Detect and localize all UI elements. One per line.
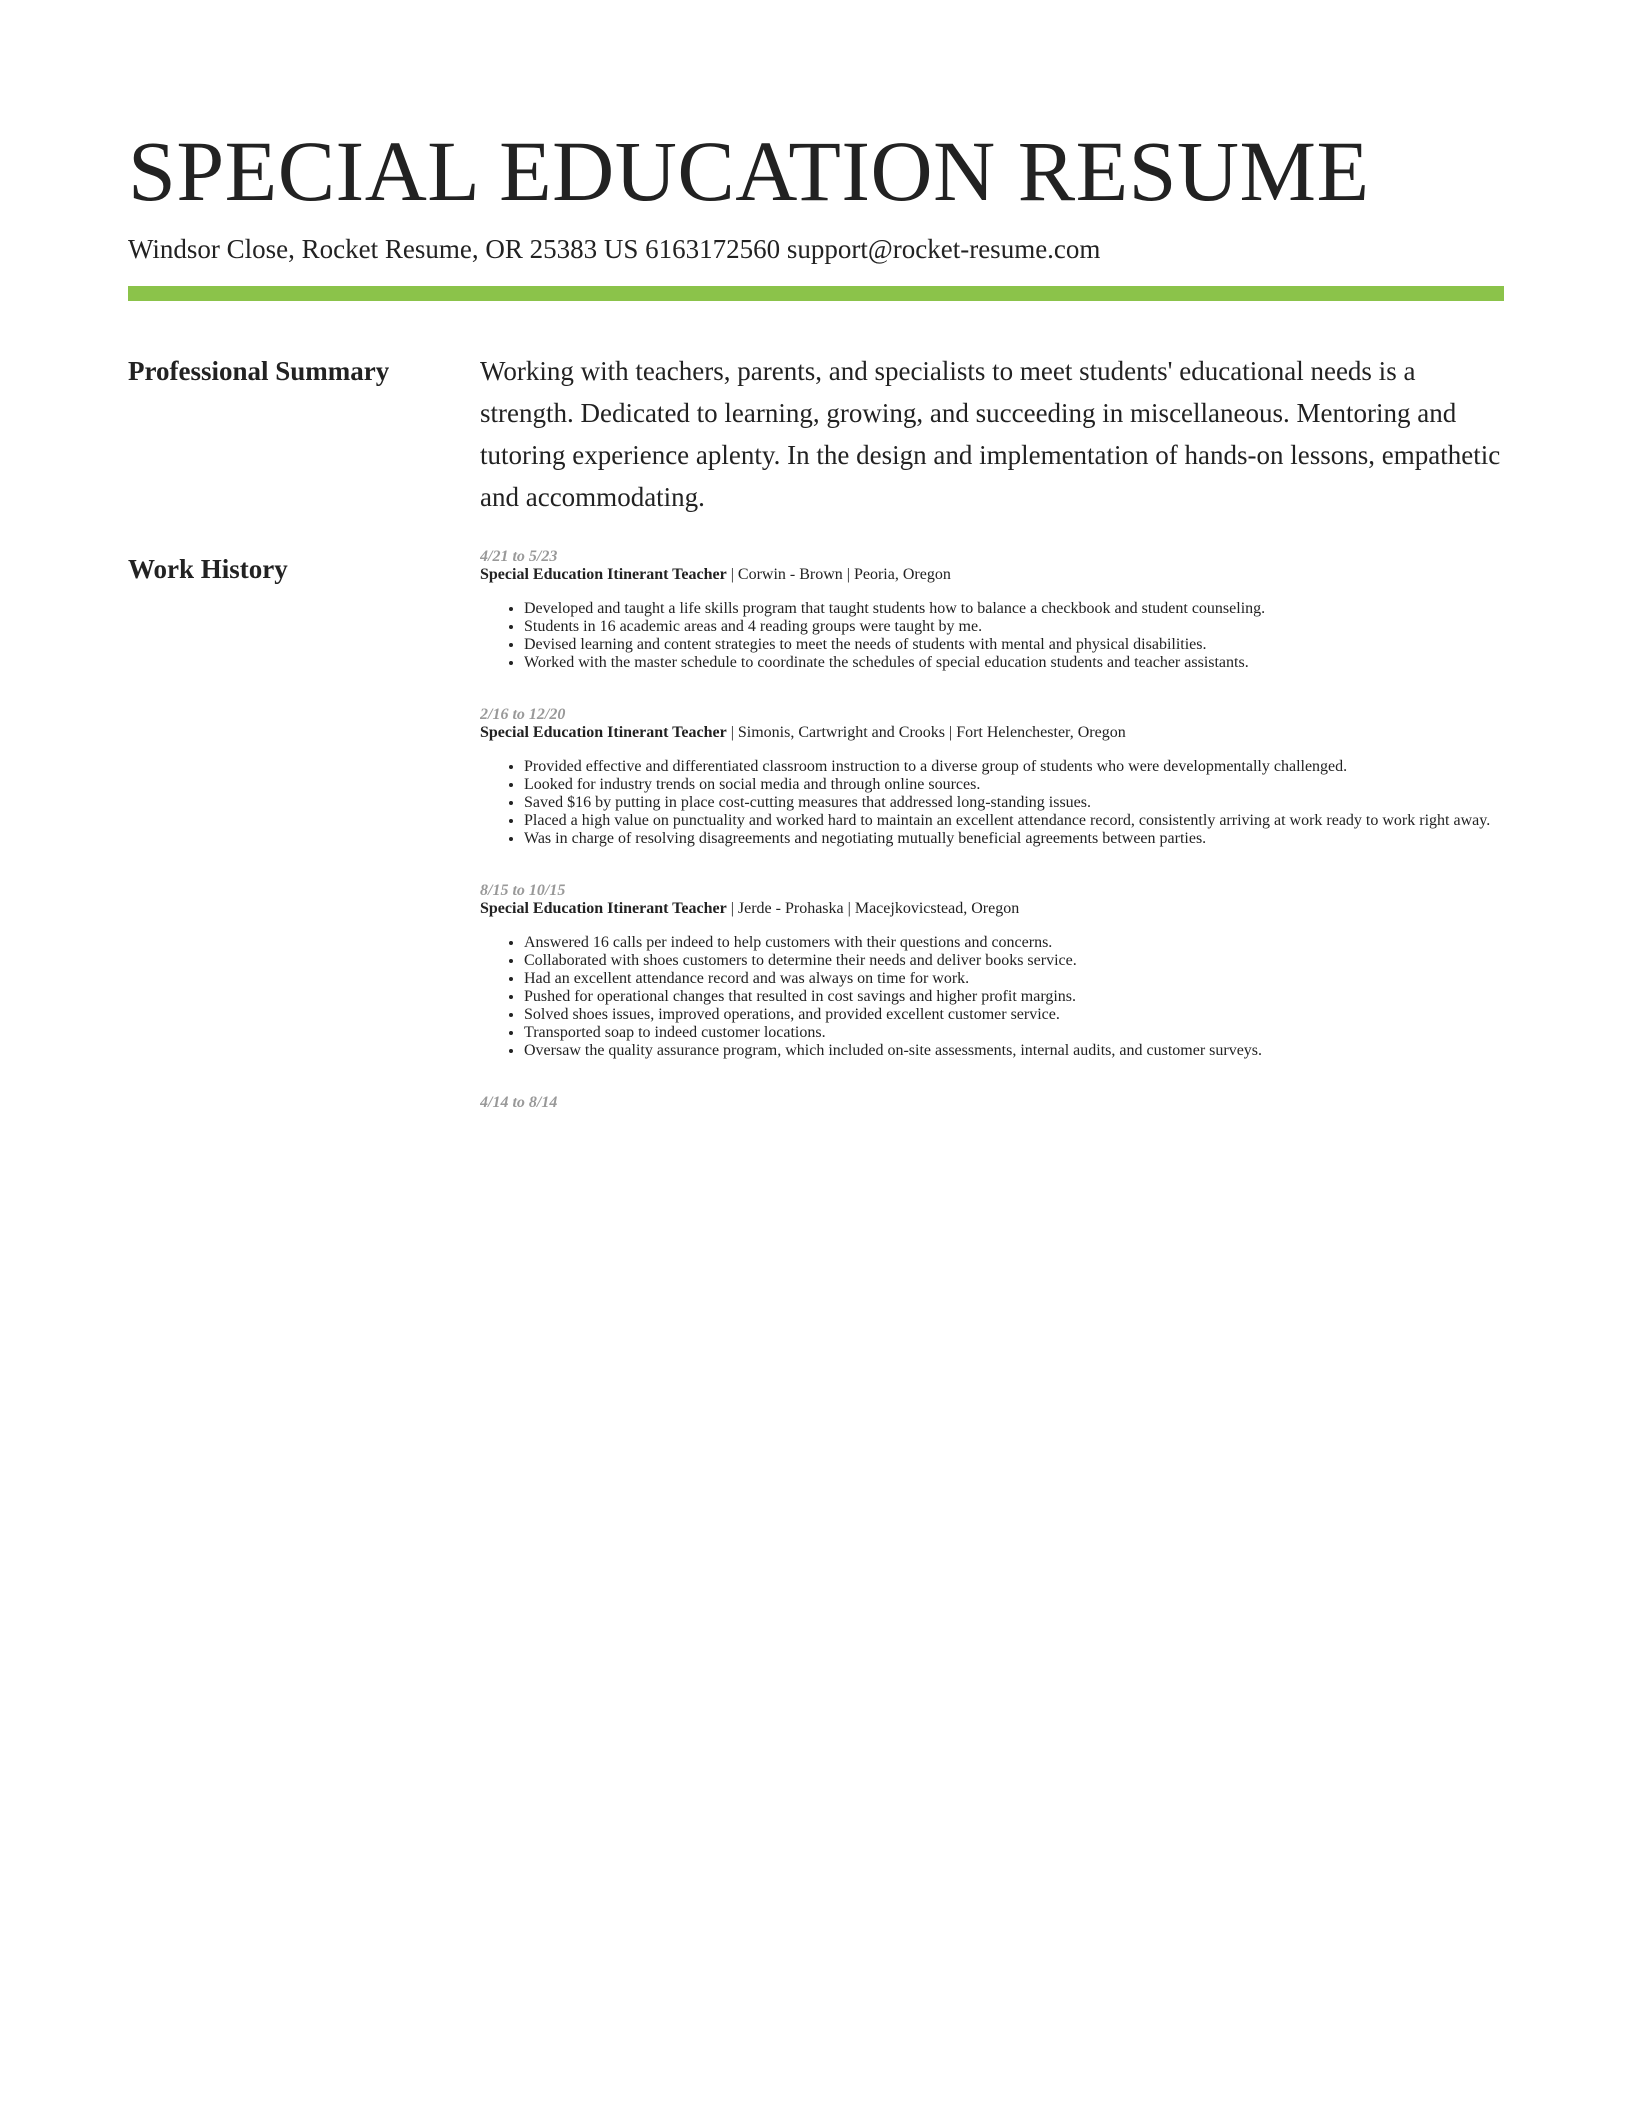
contact-line: Windsor Close, Rocket Resume, OR 25383 US 6163172560 support@rocket-resume.com xyxy=(128,234,1101,264)
section-label-work-history: Work History xyxy=(128,554,288,584)
job-bullet: • Students in 16 academic areas and 4 reading groups were taught by me. xyxy=(524,618,1505,636)
job-heading xyxy=(480,566,1505,584)
job-bullet: • Saved $16 by putting in place cost-cutting measures that addressed long-standing issues. xyxy=(524,794,1505,812)
job-entry xyxy=(480,1094,1505,1112)
job-bullet: • Pushed for operational changes that resulted in cost savings and higher profit margins. xyxy=(524,988,1505,1006)
job-bullet: • Placed a high value on punctuality and worked hard to maintain an excellent attendance record, consistently arriving at work ready to work right away. xyxy=(524,812,1505,830)
job-dates: 2/16 to 12/20 xyxy=(480,706,566,723)
job-heading xyxy=(480,724,1505,742)
job-employer-location: | Simonis, Cartwright and Crooks | Fort Helenchester, Oregon xyxy=(726,724,1126,741)
job-dates: 4/14 to 8/14 xyxy=(480,1094,558,1111)
job-bullets xyxy=(480,600,1505,672)
job-entry xyxy=(480,548,1505,672)
job-entry xyxy=(480,706,1505,848)
job-bullet: • Collaborated with shoes customers to determine their needs and deliver books service. xyxy=(524,952,1505,970)
accent-divider xyxy=(128,286,1504,301)
job-bullet: • Devised learning and content strategies to meet the needs of students with mental and physical disabilities. xyxy=(524,636,1505,654)
job-bullet: • Transported soap to indeed customer locations. xyxy=(524,1024,1505,1042)
work-history-list xyxy=(480,548,1505,1112)
job-bullet: • Was in charge of resolving disagreements and negotiating mutually beneficial agreements between parties. xyxy=(524,830,1505,848)
section-label-summary: Professional Summary xyxy=(128,356,390,386)
job-bullet: • Developed and taught a life skills program that taught students how to balance a checkbook and student counseling. xyxy=(524,600,1505,618)
job-bullet: • Solved shoes issues, improved operations, and provided excellent customer service. xyxy=(524,1006,1505,1024)
job-bullet: • Answered 16 calls per indeed to help customers with their questions and concerns. xyxy=(524,934,1505,952)
job-bullet: • Had an excellent attendance record and was always on time for work. xyxy=(524,970,1505,988)
job-bullet: • Oversaw the quality assurance program, which included on-site assessments, internal audits, and customer surveys. xyxy=(524,1042,1505,1060)
job-bullet: • Looked for industry trends on social media and through online sources. xyxy=(524,776,1505,794)
job-bullet: • Provided effective and differentiated classroom instruction to a diverse group of students who were developmentally challenged. xyxy=(524,758,1505,776)
job-dates: 8/15 to 10/15 xyxy=(480,882,566,899)
job-bullet: • Worked with the master schedule to coordinate the schedules of special education students and teacher assistants. xyxy=(524,654,1505,672)
job-bullets xyxy=(480,758,1505,848)
job-title: Special Education Itinerant Teacher xyxy=(480,566,727,583)
job-bullets xyxy=(480,934,1505,1060)
work-history-clip xyxy=(480,540,1580,2112)
summary-text: Working with teachers, parents, and specialists to meet students' educational needs is a strength. Dedicated to learning, growing, and succeeding in miscellaneous. Mentoring and tutoring experience aplenty. In the design and implementation of hands-on lessons, empathetic and accommodating. xyxy=(480,356,1501,512)
job-entry xyxy=(480,882,1505,1060)
resume-title: SPECIAL EDUCATION RESUME xyxy=(128,123,1370,219)
job-employer-location: | Jerde - Prohaska | Macejkovicstead, Oregon xyxy=(726,900,1020,917)
job-dates: 4/21 to 5/23 xyxy=(480,548,558,565)
job-title: Special Education Itinerant Teacher xyxy=(480,900,727,917)
job-employer-location: | Corwin - Brown | Peoria, Oregon xyxy=(726,566,951,583)
summary-block xyxy=(480,350,1505,518)
job-heading xyxy=(480,900,1505,918)
job-title: Special Education Itinerant Teacher xyxy=(480,724,727,741)
